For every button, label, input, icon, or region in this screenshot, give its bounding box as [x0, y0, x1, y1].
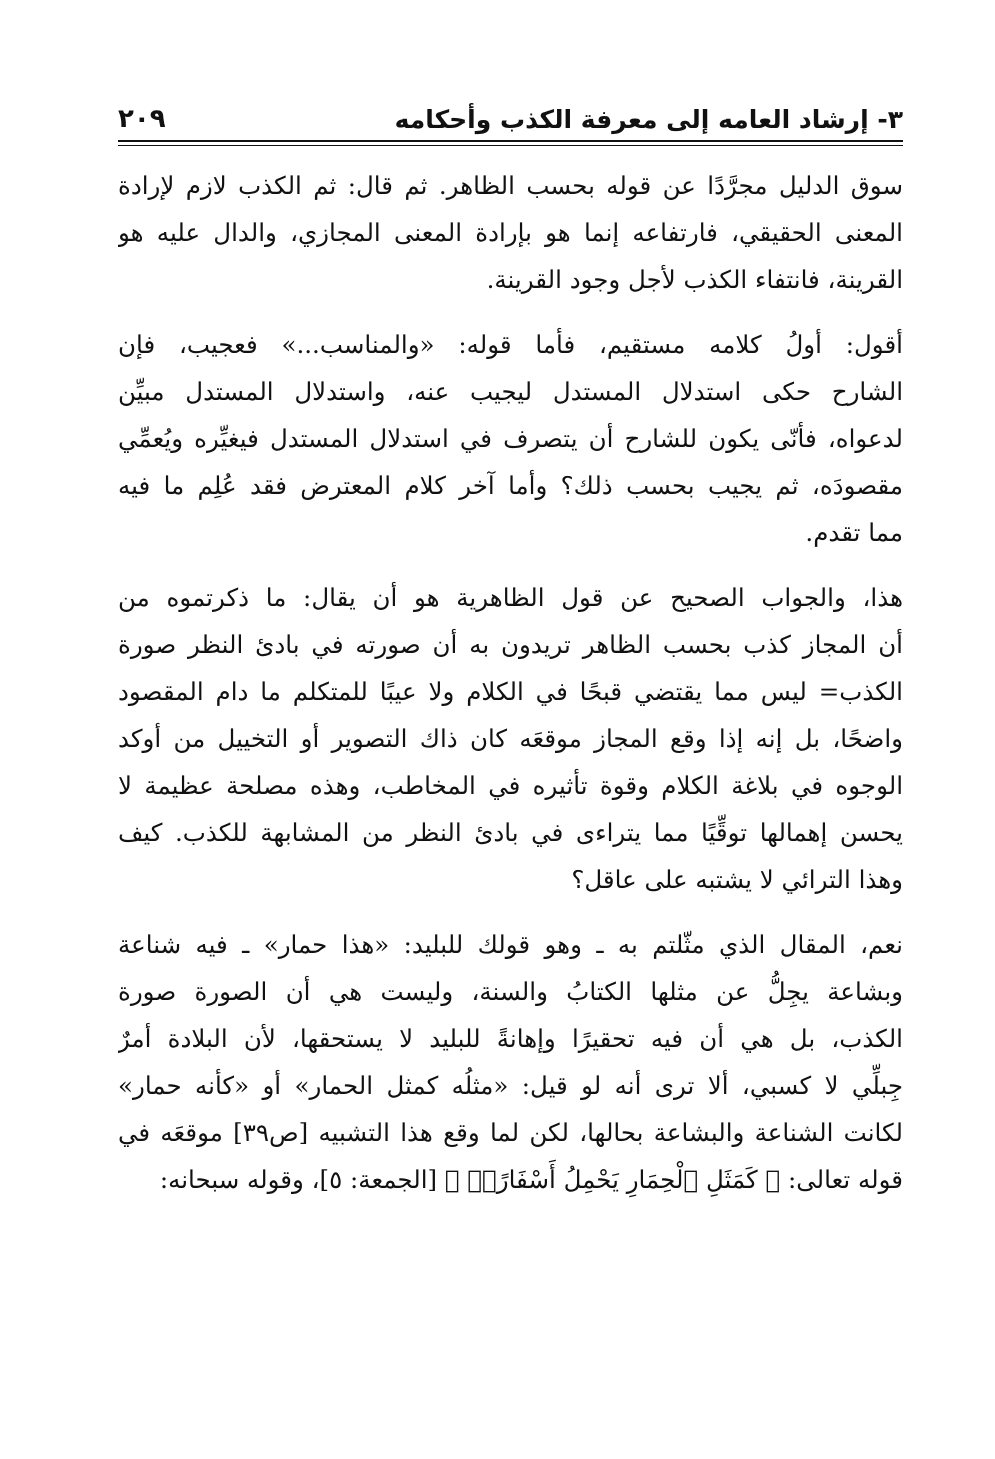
header-rule-thin: [118, 145, 903, 146]
text-line: سوق الدليل مجرَّدًا عن قوله بحسب الظاهر. ثم قال: ثم الكذب لازم لإرادة: [118, 171, 903, 200]
running-title: ٣- إرشاد العامه إلى معرفة الكذب وأحكامه: [394, 105, 903, 134]
text-line: مما تقدم.: [805, 518, 903, 547]
page-body: [118, 162, 903, 1221]
text-line: الشارح حكى استدلال المستدل ليجيب عنه، واستدلال المستدل مبيِّن: [118, 377, 903, 406]
text-line: المعنى الحقيقي، فارتفاعه إنما هو بإرادة المعنى المجازي، والدال عليه هو: [118, 218, 903, 247]
text-line: لدعواه، فأنّى يكون للشارح أن يتصرف في استدلال المستدل فيغيِّره ويُعمِّي: [118, 424, 903, 453]
paragraph: [118, 162, 903, 303]
page-number: ٢٠٩: [118, 104, 166, 134]
text-line: القرينة، فانتفاء الكذب لأجل وجود القرينة.: [486, 265, 903, 294]
page-header: [118, 92, 903, 132]
text-line: وبشاعة يجِلُّ عن مثلها الكتابُ والسنة، وليست هي أن الصورة صورة: [118, 977, 903, 1006]
text-line: مقصودَه، ثم يجيب بحسب ذلك؟ وأما آخر كلام المعترض فقد عُلِم ما فيه: [118, 471, 903, 500]
text-line: أقول: أولُ كلامه مستقيم، فأما قوله: «والمناسب...» فعجيب، فإن: [118, 330, 903, 359]
paragraph: [118, 574, 903, 903]
text-line: الوجوه في بلاغة الكلام وقوة تأثيره في المخاطب، وهذه مصلحة عظيمة لا: [118, 771, 903, 800]
text-line: يحسن إهمالها توقِّيًا مما يتراءى في بادئ النظر من المشابهة للكذب. كيف: [118, 818, 903, 847]
paragraph: [118, 921, 903, 1203]
text-line: وهذا الترائي لا يشتبه على عاقل؟: [571, 865, 903, 894]
text-line: قوله تعالى: ﴿ كَمَثَلِ ٱلْحِمَارِ يَحْمِلُ أَسْفَارًاۚ ﴾ [الجمعة: ٥]، وقوله سبحانه:: [159, 1165, 903, 1194]
text-line: هذا، والجواب الصحيح عن قول الظاهرية هو أن يقال: ما ذكرتموه من: [118, 583, 903, 612]
paragraph: [118, 321, 903, 556]
text-line: أن المجاز كذب بحسب الظاهر تريدون به أن صورته في بادئ النظر صورة: [118, 630, 903, 659]
text-line: جِبلِّي لا كسبي، ألا ترى أنه لو قيل: «مثلُه كمثل الحمار» أو «كأنه حمار»: [118, 1071, 903, 1100]
text-line: واضحًا، بل إنه إذا وقع المجاز موقعَه كان ذاك التصوير أو التخييل من أوكد: [118, 724, 903, 753]
header-rule-thick: [118, 140, 903, 142]
text-line: نعم، المقال الذي مثّلتم به ـ وهو قولك للبليد: «هذا حمار» ـ فيه شناعة: [118, 930, 903, 959]
text-line: الكذب، بل هي أن فيه تحقيرًا وإهانةً للبليد لا يستحقها، لأن البلادة أمرٌ: [118, 1024, 903, 1053]
text-line: لكانت الشناعة والبشاعة بحالها، لكن لما وقع هذا التشبيه [ص٣٩] موقعَه في: [118, 1118, 903, 1147]
text-line: الكذب= ليس مما يقتضي قبحًا في الكلام ولا عيبًا للمتكلم ما دام المقصود: [118, 677, 903, 706]
